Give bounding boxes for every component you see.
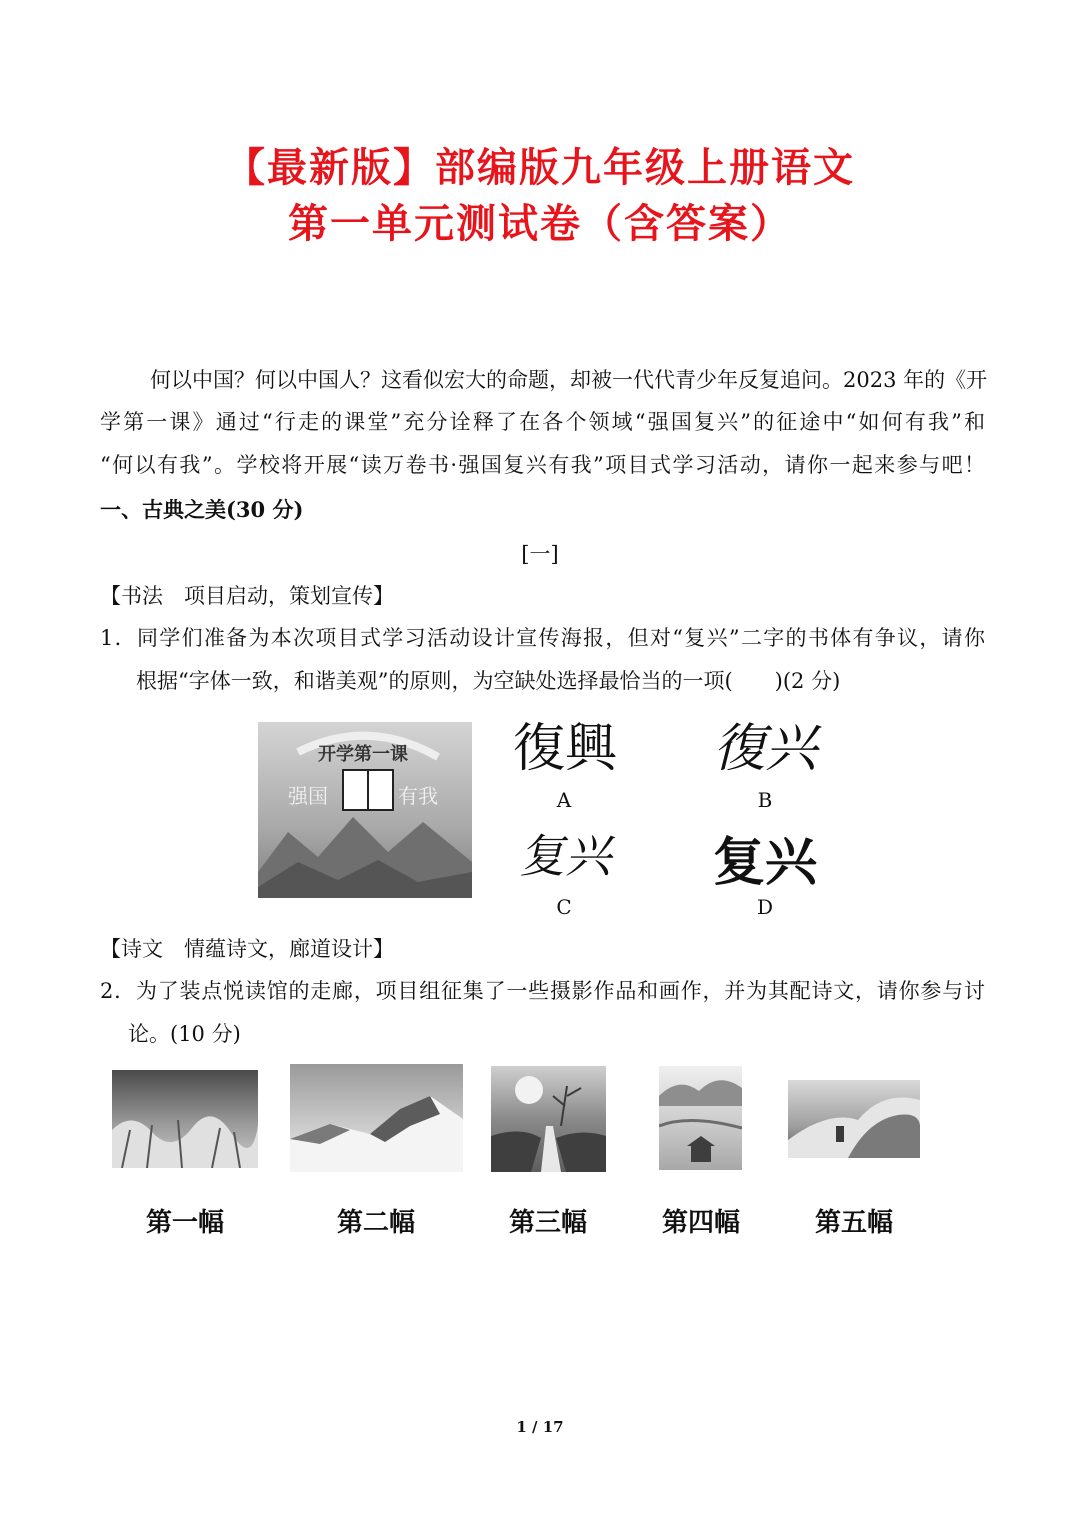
picture-1-caption: 第一幅 bbox=[145, 1208, 224, 1238]
picture-5-caption: 第五幅 bbox=[814, 1208, 893, 1238]
option-c-glyph: 复兴 bbox=[519, 829, 611, 883]
picture-2-snow-mountain bbox=[290, 1064, 463, 1172]
document-title-line-2: 第一单元测试卷（含答案） bbox=[288, 200, 792, 247]
subsection-mark: [一] bbox=[521, 542, 559, 566]
picture-2-caption: 第二幅 bbox=[336, 1208, 415, 1238]
poster-right-text: 有我 bbox=[398, 784, 438, 808]
intro-line-3: “何以有我”。学校将开展“读万卷书·强国复兴有我”项目式学习活动，请你一起来参与吧！ bbox=[100, 453, 985, 477]
page-number: 1 / 17 bbox=[516, 1418, 564, 1436]
option-a-label: A bbox=[556, 788, 572, 812]
option-d-label: D bbox=[756, 895, 774, 919]
intro-line-1: 何以中国？何以中国人？这看似宏大的命题，却被一代代青少年反复追问。2023 年的《开 bbox=[150, 368, 988, 392]
module-poetry-heading: 【诗文 情蕴诗文，廊道设计】 bbox=[100, 937, 394, 961]
question-1-line-2: 根据“字体一致，和谐美观”的原则，为空缺处选择最恰当的一项( )(2 分) bbox=[136, 669, 841, 693]
poster-left-text: 强国 bbox=[288, 784, 328, 808]
question-2-line-2: 论。(10 分) bbox=[128, 1022, 241, 1046]
poster-top-text: 开学第一课 bbox=[318, 744, 408, 765]
picture-3-moon-river bbox=[491, 1066, 606, 1172]
question-2-line-1: 2．为了装点悦读馆的走廊，项目组征集了一些摄影作品和画作，并为其配诗文，请你参与讨 bbox=[100, 979, 985, 1003]
picture-3-caption: 第三幅 bbox=[508, 1208, 587, 1238]
option-d-glyph: 复兴 bbox=[712, 832, 817, 893]
section-heading: 一、古典之美(30 分) bbox=[100, 497, 304, 522]
document-title-line-1: 【最新版】部编版九年级上册语文 bbox=[225, 144, 855, 191]
picture-4-landscape-pavilion bbox=[659, 1066, 742, 1170]
poster-image bbox=[258, 722, 472, 898]
intro-line-2: 学第一课》通过“行走的课堂”充分诠释了在各个领域“强国复兴”的征途中“如何有我”和 bbox=[100, 410, 985, 434]
module-calligraphy-heading: 【书法 项目启动，策划宣传】 bbox=[100, 584, 394, 608]
question-1-line-1: 1．同学们准备为本次项目式学习活动设计宣传海报，但对“复兴”二字的书体有争议，请你 bbox=[100, 626, 985, 650]
option-b-label: B bbox=[757, 788, 773, 812]
picture-4-caption: 第四幅 bbox=[661, 1208, 740, 1238]
picture-1-frost-plants bbox=[112, 1070, 258, 1168]
option-c-label: C bbox=[556, 895, 572, 919]
picture-5-river-wave bbox=[788, 1080, 920, 1158]
option-b-glyph: 復兴 bbox=[712, 719, 817, 779]
option-a-glyph: 復興 bbox=[512, 719, 617, 779]
